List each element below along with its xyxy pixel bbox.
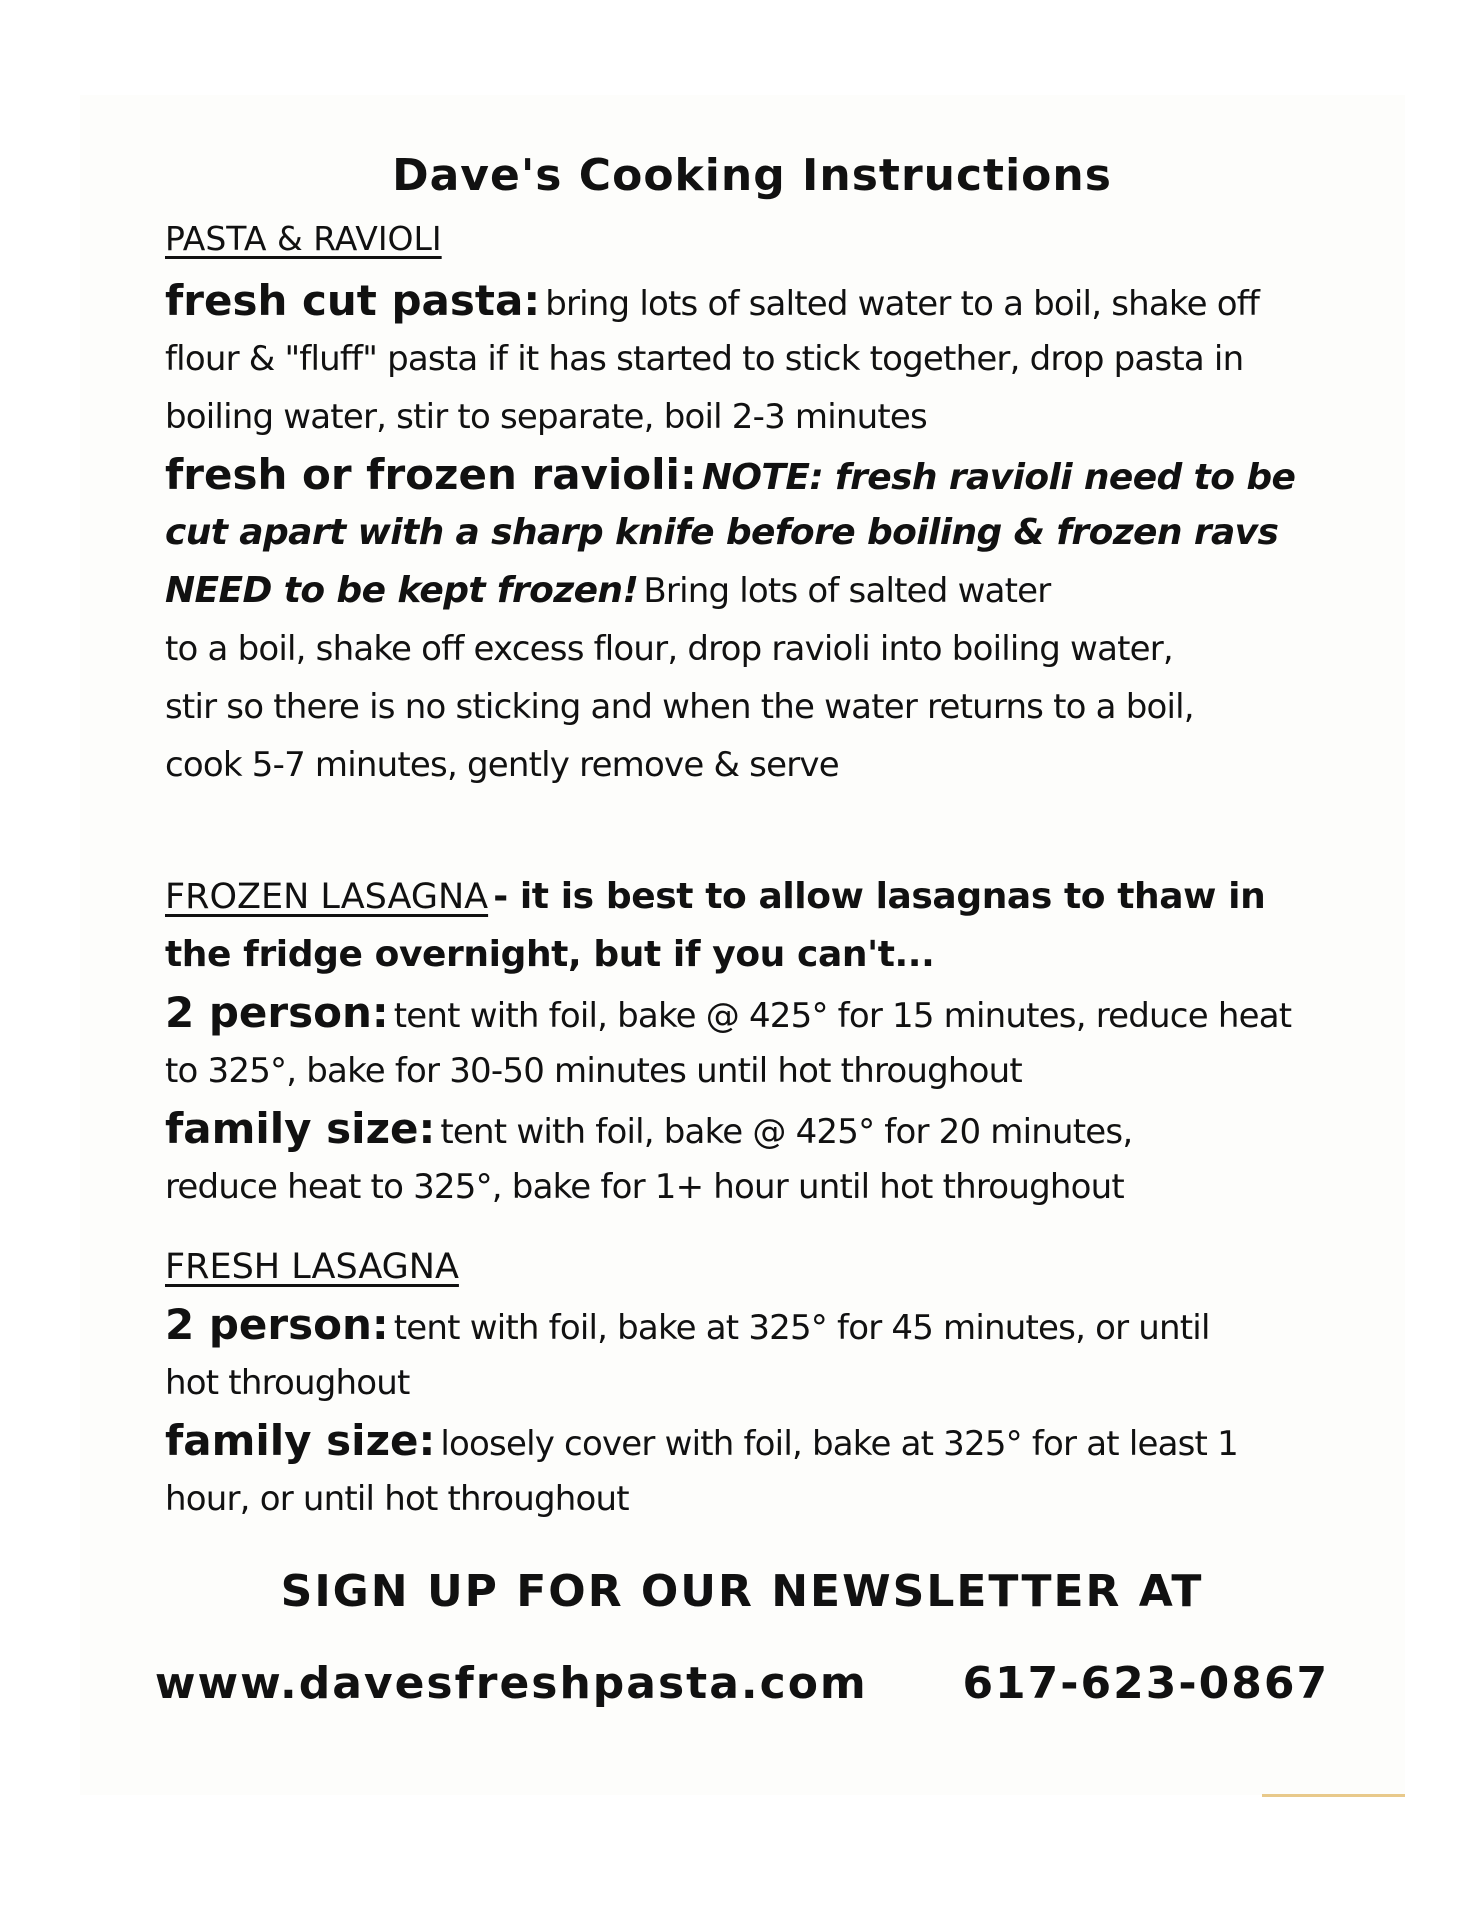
website-link[interactable]: www.davesfreshpasta.com <box>154 1658 868 1709</box>
footer-contact <box>0 1658 1484 1709</box>
fresh-cut-text-1: bring lots of salted water to a boil, shake off <box>545 284 1260 324</box>
section-frozen-lasagna <box>165 868 1335 1216</box>
frozen-family-label: family size: <box>165 1104 436 1153</box>
frozen-family-text-1: tent with foil, bake @ 425° for 20 minutes, <box>440 1112 1133 1152</box>
frozen-lasagna-heading: FROZEN LASAGNA <box>165 877 489 917</box>
ravioli-line-1 <box>165 446 1335 504</box>
fresh-two-person-text-1: tent with foil, bake at 325° for 45 minutes, or until <box>393 1308 1210 1348</box>
ravioli-text-6: cook 5-7 minutes, gently remove & serve <box>165 745 839 785</box>
fresh-family-text-2: hour, or until hot throughout <box>165 1479 629 1519</box>
fresh-family-label: family size: <box>165 1416 436 1465</box>
ravioli-text-3: Bring lots of salted water <box>643 571 1051 611</box>
newsletter-signup: SIGN UP FOR OUR NEWSLETTER AT <box>280 1566 1204 1617</box>
frozen-lasagna-intro-1: - it is best to allow lasagnas to thaw in <box>493 876 1266 917</box>
ravioli-note-2: cut apart with a sharp knife before boiling & frozen ravs <box>165 512 1279 553</box>
frozen-family-line-1 <box>165 1100 1335 1158</box>
frozen-family-text-2: reduce heat to 325°, bake for 1+ hour until hot throughout <box>165 1167 1124 1207</box>
frozen-two-person-text-2: to 325°, bake for 30-50 minutes until hot throughout <box>165 1051 1022 1091</box>
ravioli-note-3: NEED to be kept frozen! <box>165 570 639 611</box>
frozen-two-person-text-1: tent with foil, bake @ 425° for 15 minutes, reduce heat <box>393 996 1292 1036</box>
fresh-two-person-line-1 <box>165 1296 1335 1354</box>
frozen-lasagna-line-1 <box>165 868 1335 926</box>
fresh-cut-label: fresh cut pasta: <box>165 276 541 325</box>
fresh-cut-line-1 <box>165 272 1335 330</box>
fresh-cut-text-3: boiling water, stir to separate, boil 2-3 minutes <box>165 397 927 437</box>
section-pasta-ravioli <box>165 210 1335 794</box>
frozen-two-person-line-1 <box>165 984 1335 1042</box>
ravioli-note-1: NOTE: fresh ravioli need to be <box>701 457 1296 498</box>
paper-edge <box>1262 1794 1405 1797</box>
fresh-family-text-1: loosely cover with foil, bake at 325° for at least 1 <box>440 1424 1238 1464</box>
frozen-two-person-label: 2 person: <box>165 988 389 1037</box>
pasta-ravioli-heading: PASTA & RAVIOLI <box>165 219 442 258</box>
fresh-two-person-label: 2 person: <box>165 1300 389 1349</box>
ravioli-text-5: stir so there is no sticking and when the water returns to a boil, <box>165 687 1194 727</box>
fresh-cut-text-2: flour & "fluff" pasta if it has started to stick together, drop pasta in <box>165 339 1244 379</box>
ravioli-text-4: to a boil, shake off excess flour, drop ravioli into boiling water, <box>165 629 1173 669</box>
phone-number: 617-623-0867 <box>962 1658 1330 1709</box>
fresh-family-line-1 <box>165 1412 1335 1470</box>
ravioli-line-3 <box>165 562 1335 620</box>
page-title: Dave's Cooking Instructions <box>392 150 1112 201</box>
ravioli-label: fresh or frozen ravioli: <box>165 450 697 499</box>
fresh-two-person-text-2: hot throughout <box>165 1363 410 1403</box>
frozen-lasagna-intro-2: the fridge overnight, but if you can't... <box>165 934 935 975</box>
section-fresh-lasagna <box>165 1238 1335 1528</box>
fresh-lasagna-heading: FRESH LASAGNA <box>165 1247 459 1287</box>
